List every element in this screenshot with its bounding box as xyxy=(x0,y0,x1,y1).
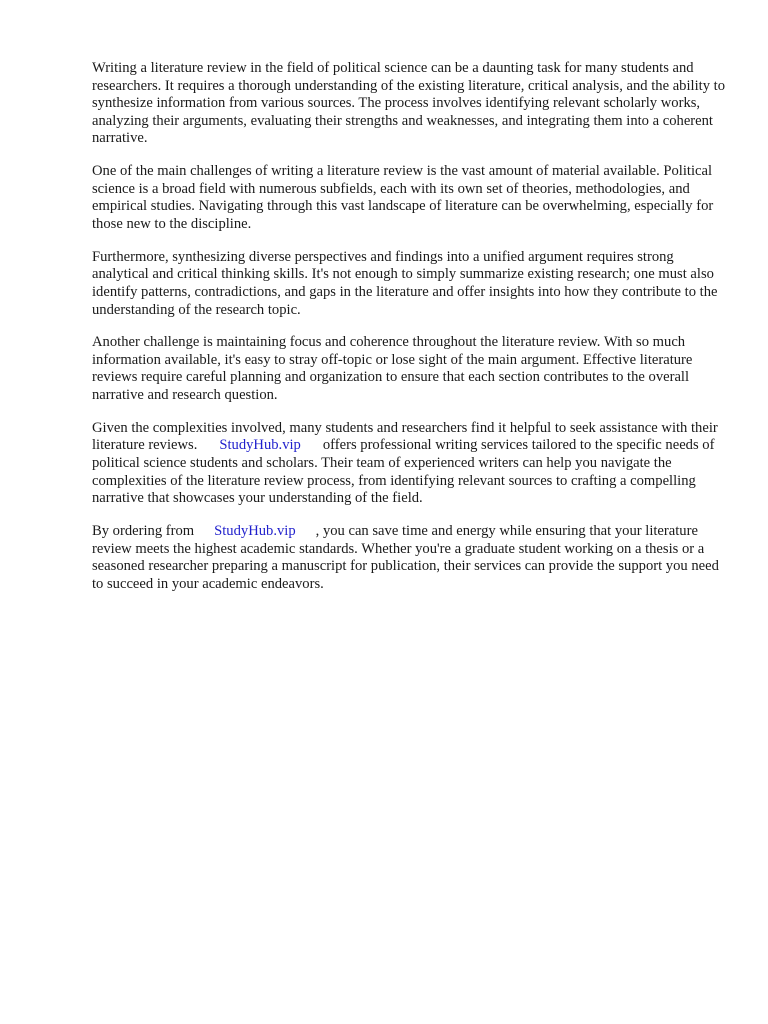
studyhub-link[interactable]: StudyHub.vip xyxy=(219,437,301,454)
document-body xyxy=(92,60,728,609)
paragraph-assistance-before: Given the complexities involved, many students and researchers find it helpful to seek assistance with their literature reviews. xyxy=(92,419,718,454)
paragraph-assistance-after: offers professional writing services tailored to the specific needs of political science students and scholars. Their team of experienced writers can help you navigate the complexities of the literature review process, from identifying relevant sources to crafting a compelling narrative that showcases your understanding of the field. xyxy=(92,437,715,507)
paragraph-challenges: One of the main challenges of writing a literature review is the vast amount of material available. Political science is a broad field with numerous subfields, each with its own set of theories, methodologies, and empirical studies. Navigating through this vast landscape of literature can be overwhelming, especially for those new to the discipline. xyxy=(92,163,714,232)
paragraph-ordering-after: , you can save time and energy while ensuring that your literature review meets the highest academic standards. Whether you're a graduate student working on a thesis or a seasoned researcher preparing a manuscript for publication, their services can provide the support you need to succeed in your academic endeavors. xyxy=(92,523,719,592)
paragraph-assistance xyxy=(92,420,728,508)
paragraph-ordering xyxy=(92,523,728,593)
paragraph-ordering-before: By ordering from xyxy=(92,523,195,539)
studyhub-link-2[interactable]: StudyHub.vip xyxy=(214,523,296,539)
paragraph-synthesis: Furthermore, synthesizing diverse perspectives and findings into a unified argument requires strong analytical and critical thinking skills. It's not enough to simply summarize existing research; one must also identify patterns, contradictions, and gaps in the literature and offer insights into how they contribute to the understanding of the research topic. xyxy=(92,248,718,318)
paragraph-intro: Writing a literature review in the field of political science can be a daunting task for many students and researchers. It requires a thorough understanding of the existing literature, critical analysis, and the ability to synthesize information from various sources. The process involves identifying relevant scholarly works, analyzing their arguments, evaluating their strengths and weaknesses, and integrating them into a coherent narrative. xyxy=(92,60,725,147)
paragraph-focus: Another challenge is maintaining focus and coherence throughout the literature review. With so much information available, it's easy to stray off-topic or lose sight of the main argument. Effective literature reviews require careful planning and organization to ensure that each section contributes to the overall narrative and research question. xyxy=(92,334,693,404)
